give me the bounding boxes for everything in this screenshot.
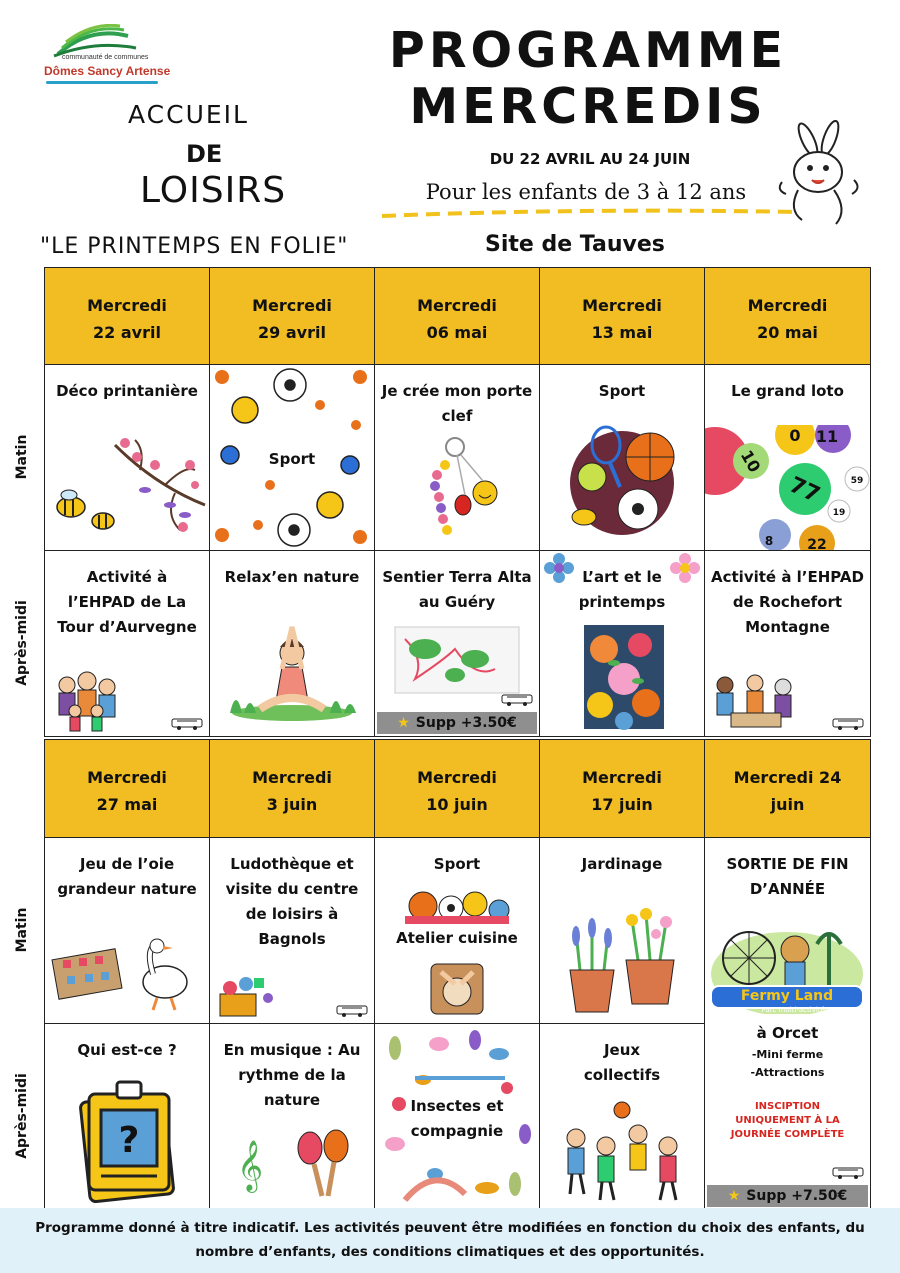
flower-pots-icon bbox=[540, 894, 704, 1020]
activity-cell bbox=[374, 1023, 540, 1210]
sortie-cell bbox=[704, 837, 871, 1210]
activity-cell bbox=[44, 1023, 210, 1210]
bus-icon bbox=[501, 694, 533, 706]
activity-label: Jeu de l’oie grandeur nature bbox=[57, 855, 197, 898]
loto-number: 22 bbox=[807, 537, 827, 550]
footer bbox=[0, 1208, 900, 1273]
date-range: DU 22 AVRIL AU 24 JUIN bbox=[489, 150, 691, 168]
age-range: Pour les enfants de 3 à 12 ans bbox=[425, 180, 747, 204]
activity-cell bbox=[374, 837, 540, 1024]
yoga-icon bbox=[210, 617, 374, 727]
activity-label: Sport bbox=[268, 450, 316, 468]
svg-text:?: ? bbox=[118, 1120, 140, 1161]
title-mercredis: MERCREDIS bbox=[409, 78, 767, 135]
day-header: Mercredi 27 mai bbox=[44, 739, 210, 838]
activity-cell bbox=[209, 1023, 375, 1210]
group-activity-icon bbox=[705, 673, 805, 731]
activity-cell bbox=[209, 837, 375, 1024]
activity-cell bbox=[44, 837, 210, 1024]
activity-label: Jardinage bbox=[581, 855, 663, 873]
activity-label: Jeux collectifs bbox=[583, 1041, 661, 1084]
rabbit-icon bbox=[768, 120, 868, 230]
title-programme: PROGRAMME bbox=[388, 22, 788, 79]
supplement-badge: ★ Supp +3.50€ bbox=[377, 712, 537, 734]
row-label-matin-1: Matin bbox=[14, 434, 30, 480]
title-loisirs: LOISIRS bbox=[140, 170, 287, 211]
logo-subtitle: communauté de communes bbox=[62, 54, 149, 61]
activity-cell bbox=[704, 364, 871, 551]
activity-cell bbox=[539, 837, 705, 1024]
activity-label: Déco printanière bbox=[56, 382, 198, 400]
activity-label: Relax’en nature bbox=[224, 568, 360, 586]
logo-name: Dômes Sancy Artense bbox=[44, 64, 171, 78]
logo bbox=[40, 24, 170, 90]
loto-balls-icon bbox=[705, 425, 870, 550]
activity-label-extra: Atelier cuisine bbox=[396, 929, 518, 947]
bus-icon bbox=[832, 1167, 864, 1179]
activity-cell bbox=[539, 550, 705, 737]
toy-box-icon bbox=[210, 968, 280, 1020]
bus-icon bbox=[832, 718, 864, 730]
sortie-place: à Orcet bbox=[756, 1024, 819, 1042]
inscription-note: INSCIPTION UNIQUEMENT À LA JOURNÉE COMPLÈTE bbox=[730, 1101, 845, 1140]
row-label-matin-2: Matin bbox=[14, 907, 30, 953]
goose-game-icon bbox=[45, 938, 209, 1018]
day-header: Mercredi 3 juin bbox=[209, 739, 375, 838]
loto-number: 8 bbox=[764, 534, 774, 548]
loto-number: 59 bbox=[850, 476, 864, 486]
loto-number: 10 bbox=[736, 446, 765, 476]
activity-label: Activité à l’EHPAD de La Tour d’Aurvegne bbox=[57, 568, 197, 636]
fermy-subtitle: Parc multi-activités bbox=[761, 1006, 829, 1014]
trail-map-icon bbox=[375, 619, 539, 699]
activity-cell bbox=[44, 550, 210, 737]
loto-number: 0 bbox=[789, 426, 801, 445]
logo-underline bbox=[46, 81, 158, 84]
day-header: Mercredi 29 avril bbox=[209, 267, 375, 365]
day-header: Mercredi 24 juin bbox=[704, 739, 871, 838]
row-label-apres-midi-2: Après-midi bbox=[14, 1073, 30, 1159]
sport-equipment-icon bbox=[375, 886, 539, 926]
bus-icon bbox=[336, 1005, 368, 1017]
theme-title: "LE PRINTEMPS EN FOLIE" bbox=[40, 234, 349, 259]
star-icon: ★ bbox=[727, 1188, 741, 1204]
day-header: Mercredi 22 avril bbox=[44, 267, 210, 365]
title-accueil: ACCUEIL bbox=[128, 100, 249, 129]
dashed-line bbox=[380, 208, 800, 220]
day-header: Mercredi 17 juin bbox=[539, 739, 705, 838]
flower-painting-icon bbox=[540, 623, 704, 731]
activity-cell bbox=[374, 364, 540, 551]
activity-cell bbox=[44, 364, 210, 551]
family-icon bbox=[45, 671, 135, 733]
logo-hills-icon bbox=[50, 24, 140, 58]
fermy-name: Fermy Land bbox=[740, 988, 834, 1004]
activity-cell bbox=[209, 550, 375, 737]
flower-icon bbox=[544, 553, 574, 583]
svg-text:𝄞: 𝄞 bbox=[236, 1140, 264, 1191]
flower-branch-icon bbox=[45, 435, 209, 545]
activity-cell bbox=[539, 1023, 705, 1210]
keychain-icon bbox=[375, 435, 539, 545]
activity-cell bbox=[374, 550, 540, 737]
activity-label: Je crée mon porte clef bbox=[381, 382, 533, 425]
activity-label: L’art et le printemps bbox=[578, 568, 666, 611]
activity-label: Ludothèque et visite du centre de loisirs à Bagnols bbox=[225, 855, 359, 948]
title-de: DE bbox=[186, 140, 223, 168]
day-header: Mercredi 20 mai bbox=[704, 267, 871, 365]
bus-icon bbox=[171, 718, 203, 730]
kids-playing-icon bbox=[540, 1100, 704, 1204]
activity-label: Le grand loto bbox=[731, 382, 844, 400]
flower-icon bbox=[670, 553, 700, 583]
fermy-land-logo bbox=[705, 914, 870, 1014]
star-icon: ★ bbox=[397, 715, 410, 731]
day-header: Mercredi 06 mai bbox=[374, 267, 540, 365]
activity-label: Insectes et compagnie bbox=[410, 1097, 504, 1140]
mystery-card-icon bbox=[45, 1076, 209, 1204]
activity-cell bbox=[704, 550, 871, 737]
activity-label: Qui est-ce ? bbox=[77, 1041, 177, 1059]
sortie-item: -Attractions bbox=[750, 1066, 825, 1079]
activity-label: Sport bbox=[598, 382, 646, 400]
maracas-icon bbox=[210, 1124, 374, 1204]
supplement-badge: ★ Supp +7.50€ bbox=[707, 1185, 868, 1207]
loto-number: 11 bbox=[815, 427, 839, 446]
activity-label: Sport bbox=[433, 855, 481, 873]
loto-number: 77 bbox=[785, 472, 824, 509]
activity-label: Sentier Terra Alta au Guéry bbox=[382, 568, 532, 611]
site-label: Site de Tauves bbox=[485, 232, 665, 257]
footer-disclaimer: Programme donné à titre indicatif. Les activités peuvent être modifiées en fonction du choix des enfants, du nombre d’enfants, des conditions climatiques et des opportunités. bbox=[35, 1220, 865, 1260]
activity-label: En musique : Au rythme de la nature bbox=[223, 1041, 361, 1109]
sortie-item: -Mini ferme bbox=[751, 1048, 824, 1061]
day-header: Mercredi 13 mai bbox=[539, 267, 705, 365]
activity-cell bbox=[539, 364, 705, 551]
sortie-title: SORTIE DE FIN D’ANNÉE bbox=[726, 855, 849, 898]
row-label-apres-midi-1: Après-midi bbox=[14, 600, 30, 686]
activity-cell bbox=[209, 364, 375, 551]
cooking-icon bbox=[375, 958, 539, 1018]
day-header: Mercredi 10 juin bbox=[374, 739, 540, 838]
sport-balls-icon bbox=[540, 417, 704, 547]
loto-number: 19 bbox=[832, 508, 846, 518]
activity-label: Activité à l’EHPAD de Rochefort Montagne bbox=[711, 568, 864, 636]
